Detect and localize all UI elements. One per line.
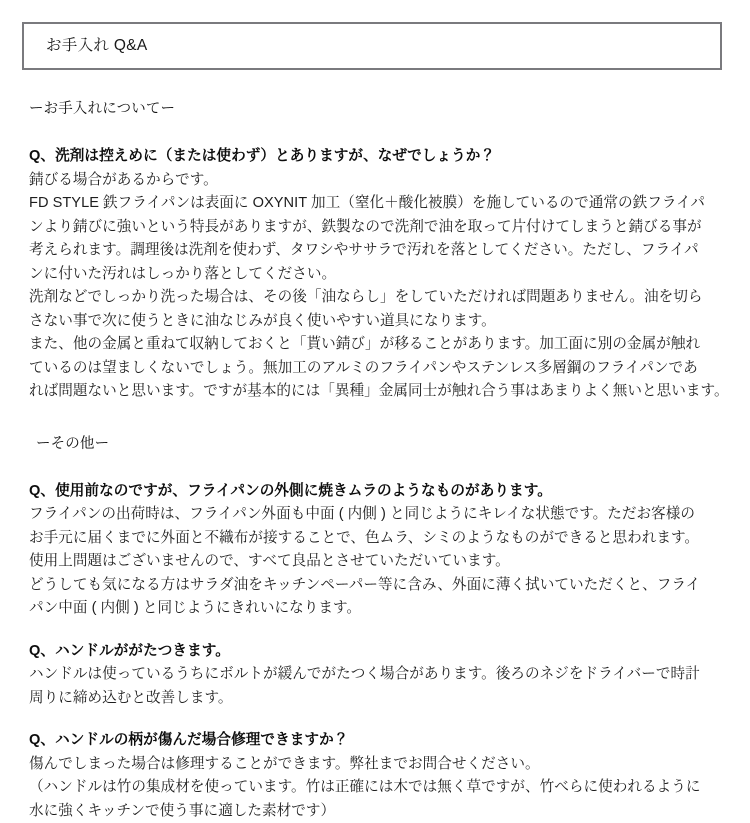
faq-answer-line: 錆びる場合があるからです。	[29, 169, 722, 193]
faq-answer-line: ンに付いた汚れはしっかり落としてください。	[29, 263, 722, 287]
section-other	[29, 404, 722, 823]
section-heading-care: ーお手入れについてー	[29, 98, 722, 121]
faq-answer-line: （ハンドルは竹の集成材を使っています。竹は正確には木では無く草ですが、竹べらに使われるように	[29, 776, 722, 800]
spacer	[29, 621, 722, 640]
faq-item	[29, 640, 722, 711]
spacer	[29, 121, 722, 145]
spacer	[29, 456, 722, 480]
faq-answer-line: さない事で次に使うときに油なじみが良く使いやすい道具になります。	[29, 310, 722, 334]
faq-item	[29, 729, 722, 823]
faq-answer-line: れば問題ないと思います。ですが基本的には「異種」金属同士が触れ合う事はあまりよく無いと思います。	[29, 380, 722, 404]
faq-answer-line: 周りに締め込むと改善します。	[29, 687, 722, 711]
faq-content	[22, 70, 722, 823]
faq-answer-line: ハンドルは使っているうちにボルトが緩んでがたつく場合があります。後ろのネジをドライバーで時計	[29, 663, 722, 687]
faq-answer-line: 洗剤などでしっかり洗った場合は、その後「油ならし」をしていただければ問題ありません。油を切ら	[29, 286, 722, 310]
faq-item	[29, 480, 722, 621]
faq-answer-line: 考えられます。調理後は洗剤を使わず、タワシやササラで汚れを落としてください。ただし、フライパ	[29, 239, 722, 263]
faq-answer-line: フライパンの出荷時は、フライパン外面も中面 ( 内側 ) と同じようにキレイな状態です。ただお客様の	[29, 503, 722, 527]
spacer	[29, 404, 722, 433]
faq-question: Q、洗剤は控えめに（または使わず）とありますが、なぜでしょうか？	[29, 145, 722, 169]
faq-question: Q、ハンドルががたつきます。	[29, 640, 722, 664]
spacer	[29, 85, 722, 98]
faq-item	[29, 145, 722, 404]
faq-question: Q、ハンドルの柄が傷んだ場合修理できますか？	[29, 729, 722, 753]
spacer	[29, 710, 722, 729]
section-heading-other: ーその他ー	[29, 433, 722, 456]
faq-answer-line: 傷んでしまった場合は修理することができます。弊社までお問合せください。	[29, 753, 722, 777]
section-care	[29, 85, 722, 404]
faq-answer-line: パン中面 ( 内側 ) と同じようにきれいになります。	[29, 597, 722, 621]
faq-answer-line: どうしても気になる方はサラダ油をキッチンペーパー等に含み、外面に薄く拭いていただくと、フライ	[29, 574, 722, 598]
page-title-box	[22, 22, 722, 70]
page-title: お手入れ Q&A	[46, 38, 148, 54]
faq-answer-line: お手元に届くまでに外面と不織布が接することで、色ムラ、シミのようなものができると思われます。	[29, 527, 722, 551]
faq-answer-line: 水に強くキッチンで使う事に適した素材です）	[29, 800, 722, 823]
faq-question: Q、使用前なのですが、フライパンの外側に焼きムラのようなものがあります。	[29, 480, 722, 504]
faq-answer-line: また、他の金属と重ねて収納しておくと「貰い錆び」が移ることがあります。加工面に別の金属が触れ	[29, 333, 722, 357]
faq-answer-line: 使用上問題はございませんので、すべて良品とさせていただいています。	[29, 550, 722, 574]
faq-answer-line: ているのは望ましくないでしょう。無加工のアルミのフライパンやステンレス多層鋼のフライパンであ	[29, 357, 722, 381]
faq-answer-line: FD STYLE 鉄フライパンは表面に OXYNIT 加工（窒化＋酸化被膜）を施しているので通常の鉄フライパ	[29, 192, 722, 216]
faq-answer-line: ンより錆びに強いという特長がありますが、鉄製なので洗剤で油を取って片付けてしまうと錆びる事が	[29, 216, 722, 240]
